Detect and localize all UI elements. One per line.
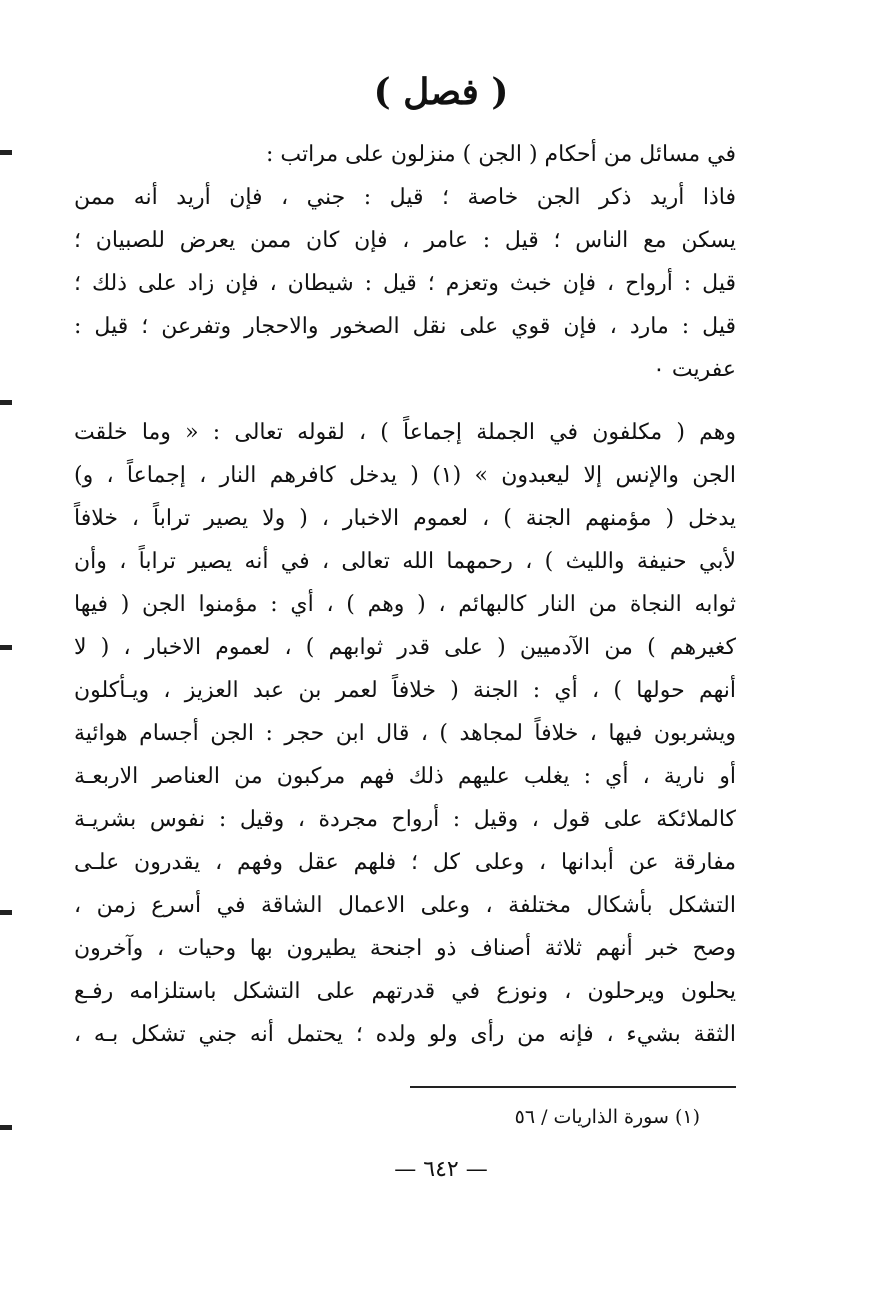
text-line: في مسائل من أحكام ( الجن ) منزلون على مراتب : <box>265 142 736 167</box>
margin-mark <box>0 1125 12 1130</box>
text-line: كالملائكة على قول ، وقيل : أرواح مجردة ، وقيل : نفوس بشريـة <box>74 807 736 832</box>
margin-mark <box>0 400 12 405</box>
text-line: وصح خبر أنهم ثلاثة أصناف ذو اجنحة يطيرون بها وحيات ، وآخرون <box>74 936 736 961</box>
margin-mark <box>0 150 12 155</box>
text-line: أنهم حولها ) ، أي : الجنة ( خلافاً لعمر بن عبد العزيز ، ويـأكلون <box>74 678 736 703</box>
text-line: عفريت ٠ <box>653 357 736 382</box>
text-line: لأبي حنيفة والليث ) ، رحمهما الله تعالى ، في أنه يصير تراباً ، وأن <box>74 549 736 574</box>
paragraph-gap <box>74 391 736 411</box>
body-text <box>74 133 736 1056</box>
text-line: الجن والإنس إلا ليعبدون » (١) ( يدخل كافرهم النار ، إجماعاً ، و) <box>74 463 736 488</box>
footnote: (١) سورة الذاريات / ٥٦ <box>514 1106 700 1128</box>
text-line: يدخل ( مؤمنهم الجنة ) ، لعموم الاخبار ، ( ولا يصير تراباً ، خلافاً <box>74 506 736 531</box>
text-line: يحلون ويرحلون ، ونوزع في قدرتهم على التشكل باستلزامه رفـع <box>74 979 736 1004</box>
text-line: يسكن مع الناس ؛ قيل : عامر ، فإن كان ممن يعرض للصبيان ؛ <box>74 228 736 253</box>
text-line: التشكل بأشكال مختلفة ، وعلى الاعمال الشاقة في أسرع زمن ، <box>74 893 736 918</box>
text-line: وهم ( مكلفون في الجملة إجماعاً ) ، لقوله تعالى : « وما خلقت <box>74 420 736 445</box>
footnote-divider <box>410 1086 736 1088</box>
text-line: مفارقة عن أبدانها ، وعلى كل ؛ فلهم عقل وفهم ، يقدرون علـى <box>74 850 736 875</box>
text-line: كغيرهم ) من الآدميين ( على قدر ثوابهم ) ، لعموم الاخبار ، ( لا <box>74 635 736 660</box>
section-heading: ( فصل ) <box>373 71 509 113</box>
text-line: أو نارية ، أي : يغلب عليهم ذلك فهم مركبون من العناصر الاربعـة <box>74 764 736 789</box>
text-line: ويشربون فيها ، خلافاً لمجاهد ) ، قال ابن حجر : الجن أجسام هوائية <box>74 721 736 746</box>
page-number: — ٦٤٢ — <box>394 1157 488 1182</box>
text-line: قيل : أرواح ، فإن خبث وتعزم ؛ قيل : شيطان ، فإن زاد على ذلك ؛ <box>74 271 736 296</box>
text-line: الثقة بشيء ، فإنه من رأى ولو ولده ؛ يحتمل أنه جني تشكل بـه ، <box>74 1022 736 1047</box>
margin-mark <box>0 645 12 650</box>
text-line: فاذا أريد ذكر الجن خاصة ؛ قيل : جني ، فإن أريد أنه ممن <box>74 185 736 210</box>
text-line: ثوابه النجاة من النار كالبهائم ، ( وهم ) ، أي : مؤمنوا الجن ( فيها <box>74 592 736 617</box>
margin-mark <box>0 910 12 915</box>
text-line: قيل : مارد ، فإن قوي على نقل الصخور والاحجار وتفرعن ؛ قيل : <box>74 314 736 339</box>
